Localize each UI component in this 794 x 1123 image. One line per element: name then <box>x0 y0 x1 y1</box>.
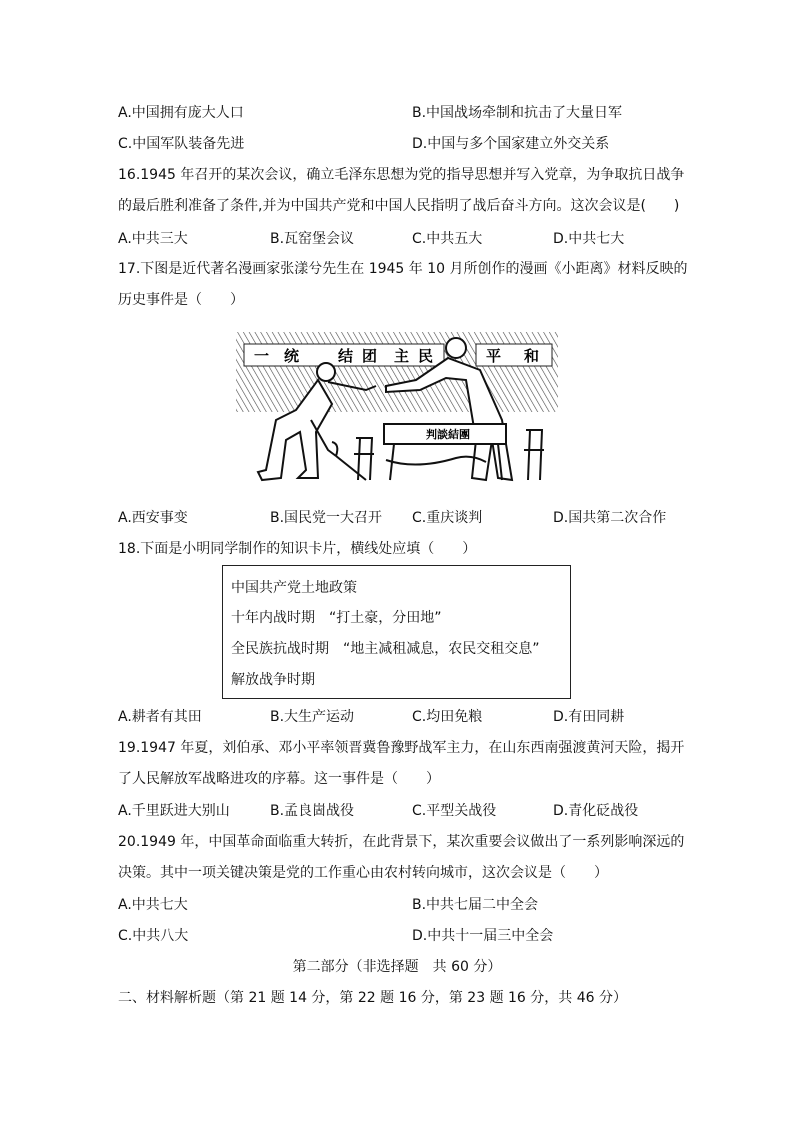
banner-char: 统 <box>284 347 300 365</box>
knowledge-card <box>222 565 571 699</box>
banner-char: 团 <box>362 347 378 365</box>
cartoon-illustration <box>236 320 558 496</box>
banner-char: 和 <box>524 347 540 365</box>
q16-stem-line2: 的最后胜利准备了条件,并为中国共产党和中国人民指明了战后奋斗方向。这次会议是( ) <box>118 198 680 214</box>
q20-stem-line2: 决策。其中一项关键决策是党的工作重心由农村转向城市，这次会议是（ ） <box>118 865 608 881</box>
card-row: 十年内战时期 “打土豪，分田地” <box>231 610 442 626</box>
q19-option-c: C.平型关战役 <box>412 803 497 819</box>
q16-stem-line1: 16.1945 年召开的某次会议，确立毛泽东思想为党的指导思想并写入党章，为争取抗日战争 <box>118 167 685 183</box>
card-title: 中国共产党土地政策 <box>231 580 357 596</box>
q16-option-d: D.中共七大 <box>553 231 625 247</box>
q17-option-a: A.西安事变 <box>118 510 188 526</box>
banner-char: 主 <box>394 347 410 365</box>
q20-option-a: A.中共七大 <box>118 897 188 913</box>
q19-option-b: B.孟良崮战役 <box>270 803 355 819</box>
q18-option-c: C.均田免粮 <box>412 709 483 725</box>
banner-char: 平 <box>486 347 502 365</box>
q19-option-a: A.千里跃进大别山 <box>118 803 230 819</box>
q17-option-c: C.重庆谈判 <box>412 510 483 526</box>
q19-option-d: D.青化砭战役 <box>553 803 639 819</box>
q16-option-a: A.中共三大 <box>118 231 188 247</box>
q17-stem-line2: 历史事件是（ ） <box>118 292 244 308</box>
q17-option-b: B.国民党一大召开 <box>270 510 383 526</box>
banner-char: 民 <box>418 347 434 365</box>
q18-option-d: D.有田同耕 <box>553 709 625 725</box>
q18-option-a: A.耕者有其田 <box>118 709 202 725</box>
banner-char: 结 <box>338 347 354 365</box>
card-row: 解放战争时期 <box>231 672 315 688</box>
q15-option-a: A.中国拥有庞大人口 <box>118 105 244 121</box>
q15-option-b: B.中国战场牵制和抗击了大量日军 <box>412 105 623 121</box>
q20-option-b: B.中共七届二中全会 <box>412 897 539 913</box>
q15-option-d: D.中国与多个国家建立外交关系 <box>412 136 610 152</box>
q20-option-c: C.中共八大 <box>118 928 189 944</box>
q18-stem: 18.下面是小明同学制作的知识卡片，横线处应填（ ） <box>118 541 477 557</box>
table-label: 判談結團 <box>426 428 470 441</box>
q15-option-c: C.中国军队装备先进 <box>118 136 245 152</box>
q17-option-d: D.国共第二次合作 <box>553 510 667 526</box>
card-row: 全民族抗战时期 “地主减租减息，农民交租交息” <box>231 641 540 657</box>
q19-stem-line1: 19.1947 年夏，刘伯承、邓小平率领晋冀鲁豫野战军主力，在山东西南强渡黄河天险，揭开 <box>118 740 685 756</box>
q18-option-b: B.大生产运动 <box>270 709 355 725</box>
section-heading: 二、材料解析题（第 21 题 14 分，第 22 题 16 分，第 23 题 16 分，共 46 分） <box>118 990 628 1006</box>
q19-stem-line2: 了人民解放军战略进攻的序幕。这一事件是（ ） <box>118 771 440 787</box>
q16-option-c: C.中共五大 <box>412 231 483 247</box>
banner-char: 一 <box>254 347 270 365</box>
part2-heading: 第二部分（非选择题 共 60 分） <box>292 959 502 975</box>
q20-stem-line1: 20.1949 年，中国革命面临重大转折，在此背景下，某次重要会议做出了一系列影响深远的 <box>118 834 685 850</box>
q17-stem-line1: 17.下图是近代著名漫画家张漾兮先生在 1945 年 10 月所创作的漫画《小距离》材料反映的 <box>118 261 688 277</box>
q20-option-d: D.中共十一届三中全会 <box>412 928 554 944</box>
q16-option-b: B.瓦窑堡会议 <box>270 231 355 247</box>
